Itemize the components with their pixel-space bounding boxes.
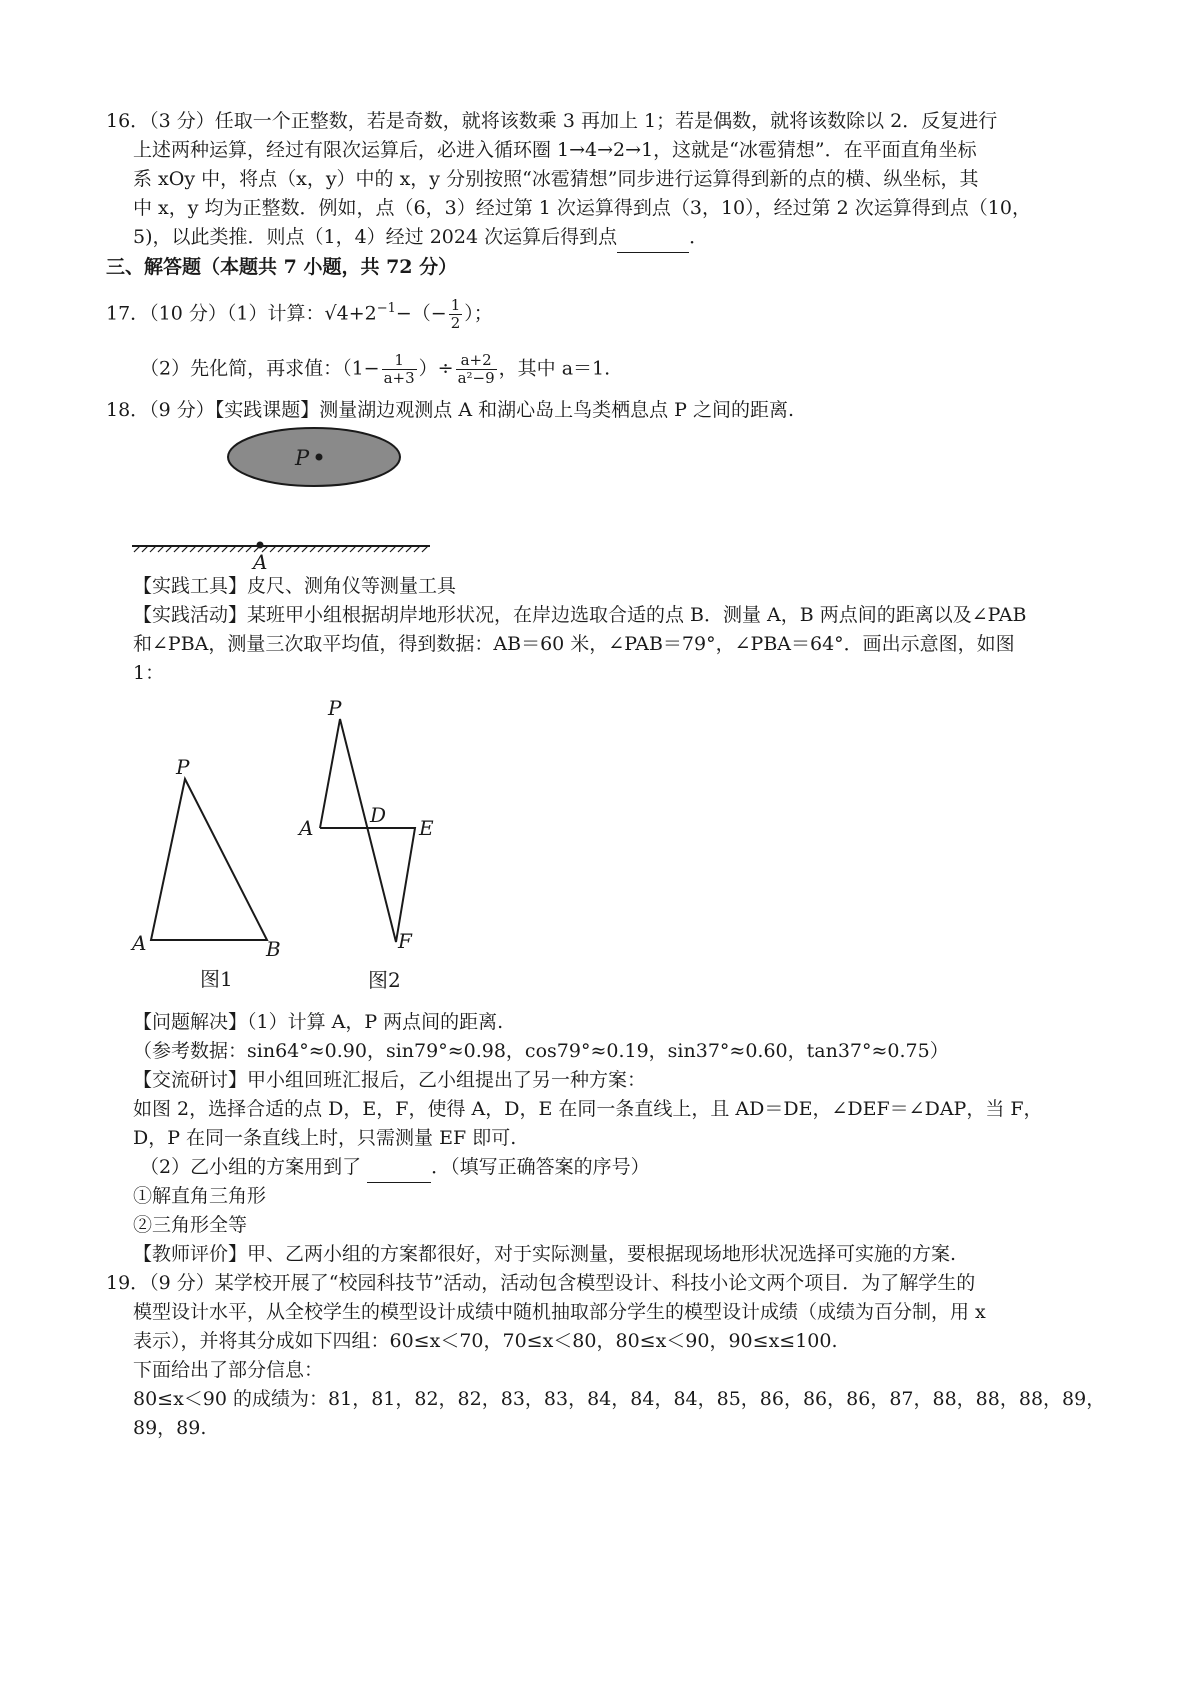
- q17-plus: +2: [348, 302, 377, 325]
- q16-line-1: 16．（3 分）任取一个正整数，若是奇数，就将该数乘 3 再加上 1；若是偶数，就将该数除以 2．反复进行: [106, 110, 998, 132]
- q18-reference-data: （参考数据：sin64°≈0.90，sin79°≈0.98，cos79°≈0.19，sin37°≈0.60，tan37°≈0.75）: [133, 1040, 949, 1062]
- q18-intro: 18．（9 分）【实践课题】测量湖边观测点 A 和湖心岛上鸟类栖息点 P 之间的距离.: [106, 399, 795, 421]
- q18-option-1: ①解直角三角形: [133, 1185, 267, 1207]
- q17-fraction-2: [456, 352, 497, 387]
- lake-point-p: [316, 454, 323, 461]
- q17-sqrt: √4: [324, 302, 349, 325]
- section-3-heading: 三、解答题（本题共 7 小题，共 72 分）: [106, 256, 458, 278]
- q17-part2-end: ，其中 a＝1.: [498, 357, 611, 380]
- q17-divide: ）÷: [418, 357, 454, 380]
- q16-line-3: 系 xOy 中，将点（x，y）中的 x，y 分别按照“冰雹猜想”同步进行运算得到新的点的横、纵坐标，其: [133, 168, 979, 190]
- q19-line-4: 下面给出了部分信息：: [133, 1359, 324, 1381]
- fig2-label-f: F: [398, 929, 412, 953]
- q16-last-end: ．: [689, 226, 709, 248]
- lake-point-p-label: P: [295, 446, 310, 470]
- q19-line-3: 表示），并将其分成如下四组：60≤x＜70，70≤x＜80，80≤x＜90，90≤x≤100.: [133, 1330, 838, 1352]
- q18-plan-1: 如图 2，选择合适的点 D，E，F，使得 A，D，E 在同一条直线上，且 AD＝DE，∠DEF＝∠DAP，当 F，: [133, 1098, 1043, 1120]
- fig1-caption: 图1: [200, 967, 233, 991]
- shore-point-a: [257, 542, 264, 549]
- q18-solve: 【问题解决】（1）计算 A，P 两点间的距离.: [133, 1011, 504, 1033]
- q18-activity-2: 和∠PBA，测量三次取平均值，得到数据：AB＝60 米，∠PAB＝79°，∠PBA＝64°．画出示意图，如图: [133, 633, 1015, 655]
- q17-half-num: 1: [450, 295, 461, 314]
- shore-point-a-label: A: [253, 550, 268, 574]
- q19-line-5: 80≤x＜90 的成绩为：81，81，82，82，83，83，84，84，84，85，86，86，86，87，88，88，88，89，: [133, 1388, 1106, 1410]
- q17-half-fraction: [449, 297, 463, 332]
- fig1-label-a: A: [132, 931, 147, 955]
- lake-figure: [130, 425, 440, 575]
- q17-part1-label: 17．（10 分）（1）计算：: [106, 302, 325, 325]
- q18-part2-end: ．（填写正确答案的序号）: [431, 1156, 650, 1178]
- fig1-label-b: B: [266, 937, 281, 961]
- q17-f2-num: a+2: [456, 352, 497, 370]
- q16-answer-blank: [617, 222, 689, 253]
- q17-f2-den: a²−9: [457, 369, 495, 387]
- figure-2-lines: [320, 719, 415, 942]
- q19-line-2: 模型设计水平，从全校学生的模型设计成绩中随机抽取部分学生的模型设计成绩（成绩为百分制，用 x: [133, 1301, 986, 1323]
- q17-f1-den: a+3: [383, 369, 415, 387]
- figure-1: [120, 750, 310, 995]
- figure-2: [290, 690, 450, 1000]
- q18-activity-1: 【实践活动】某班甲小组根据胡岸地形状况，在岸边选取合适的点 B．测量 A，B 两点间的距离以及∠PAB: [133, 604, 1027, 626]
- triangle-pab: [151, 779, 267, 940]
- q18-option-2: ②三角形全等: [133, 1214, 248, 1236]
- q16-last-text: 5)，以此类推．则点（1，4）经过 2024 次运算后得到点: [133, 226, 618, 248]
- q18-teacher-eval: 【教师评价】甲、乙两小组的方案都很好，对于实际测量，要根据现场地形状况选择可实施的方案.: [133, 1243, 957, 1265]
- q18-part2: [140, 1152, 650, 1183]
- q18-answer-blank: [367, 1152, 431, 1183]
- fig2-caption: 图2: [368, 968, 401, 992]
- q18-activity-3: 1：: [133, 662, 165, 684]
- fig2-label-e: E: [419, 816, 434, 840]
- q19-line-6: 89，89.: [133, 1417, 207, 1439]
- q17-part2: [140, 352, 610, 387]
- q16-line-5: [133, 222, 708, 253]
- q18-part2-label: （2）乙小组的方案用到了: [140, 1156, 362, 1178]
- q16-line-2: 上述两种运算，经过有限次运算后，必进入循环圈 1→4→2→1，这就是“冰雹猜想”．在平面直角坐标: [133, 139, 977, 161]
- q17-minus: −（−: [395, 302, 447, 325]
- q17-f1-num: 1: [382, 352, 417, 370]
- q16-line-4: 中 x，y 均为正整数．例如，点（6，3）经过第 1 次运算得到点（3，10），经过第 2 次运算得到点（10，: [133, 197, 1031, 219]
- q17-part1-end: ）；: [464, 302, 493, 325]
- fig2-label-p: P: [328, 696, 342, 720]
- fig2-label-d: D: [370, 803, 387, 827]
- q17-exponent: −1: [376, 301, 396, 316]
- q17-fraction-1: [382, 352, 417, 387]
- lake-island: [228, 428, 400, 486]
- q18-tools: 【实践工具】皮尺、测角仪等测量工具: [133, 575, 457, 597]
- fig2-label-a: A: [299, 816, 314, 840]
- fig1-label-p: P: [176, 755, 190, 779]
- q17-part1: [106, 294, 493, 332]
- q19-line-1: 19．（9 分）某学校开展了“校园科技节”活动，活动包含模型设计、科技小论文两个项目．为了解学生的: [106, 1272, 976, 1294]
- q17-part2-label: （2）先化简，再求值：（1−: [140, 357, 380, 380]
- q18-plan-2: D，P 在同一条直线上时，只需测量 EF 即可.: [133, 1127, 517, 1149]
- q17-half-den: 2: [450, 313, 461, 332]
- q18-discuss: 【交流研讨】甲小组回班汇报后，乙小组提出了另一种方案：: [133, 1069, 647, 1091]
